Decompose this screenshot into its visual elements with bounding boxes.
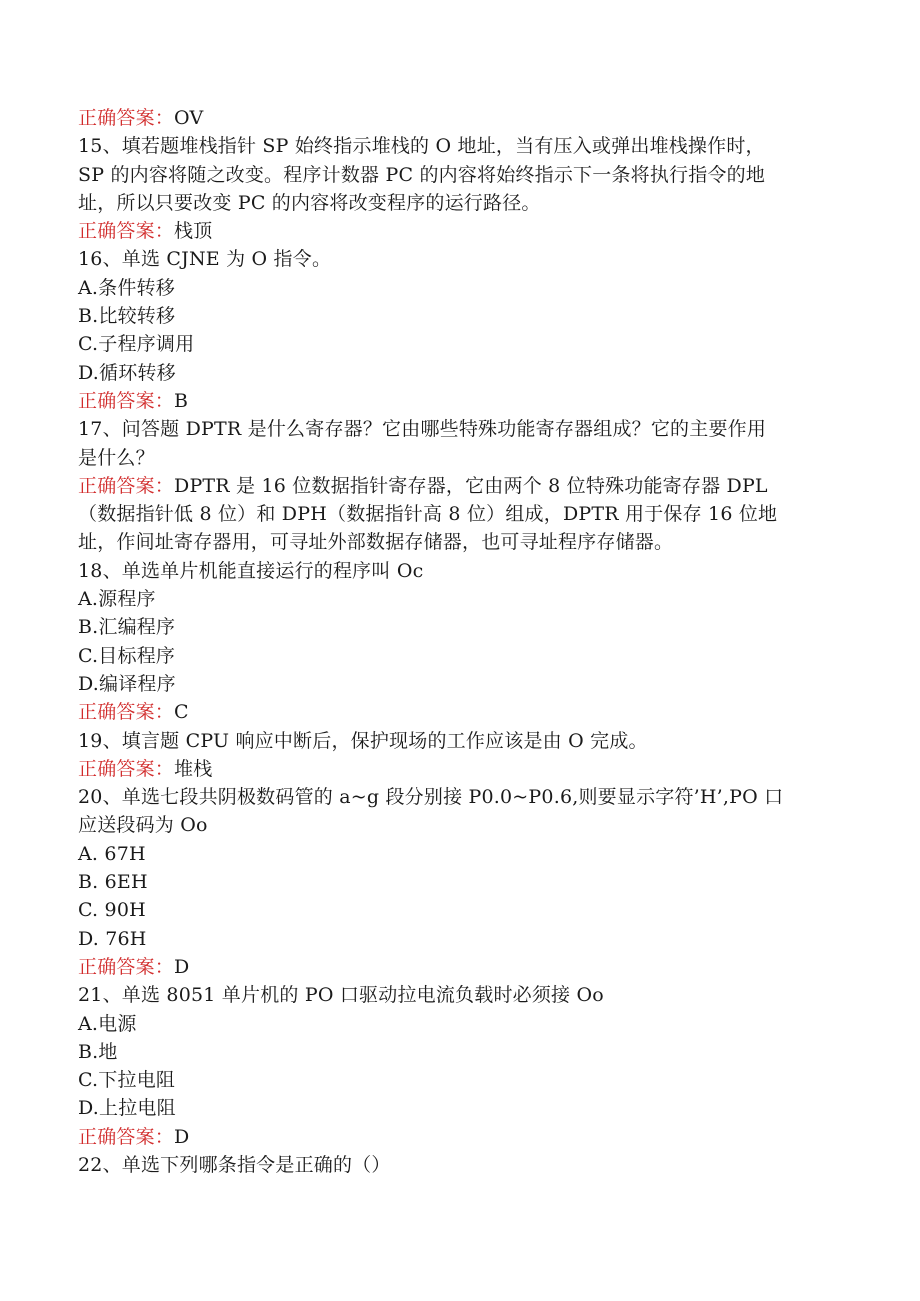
answer-line: [78, 387, 838, 415]
answer-line: [78, 217, 838, 245]
text-line: A. 67H: [78, 842, 146, 865]
text-line: SP 的内容将随之改变。程序计数器 PC 的内容将始终指示下一条将执行指令的地: [78, 163, 766, 186]
text-line: A.条件转移: [78, 276, 175, 299]
text-line: B.汇编程序: [78, 616, 176, 639]
text-line: A.电源: [78, 1012, 137, 1035]
document-body: [78, 104, 838, 1179]
answer-line: [78, 698, 838, 726]
answer-value: 栈顶: [174, 220, 213, 243]
text-line: D.上拉电阻: [78, 1097, 176, 1120]
answer-line: [78, 953, 838, 981]
text-line: D.编译程序: [78, 672, 176, 695]
text-line: C.目标程序: [78, 644, 176, 667]
text-line: 16、单选 CJNE 为 O 指令。: [78, 248, 332, 271]
text-line: 址，作间址寄存器用，可寻址外部数据存储器，也可寻址程序存储器。: [78, 531, 674, 554]
answer-value: DPTR 是 16 位数据指针寄存器，它由两个 8 位特殊功能寄存器 DPL: [174, 474, 768, 497]
answer-value: B: [174, 389, 189, 412]
answer-value: D: [174, 955, 190, 978]
text-line: 20、单选七段共阴极数码管的 a~g 段分别接 P0.0~P0.6,则要显示字符’H’,PO 口: [78, 786, 784, 809]
text-line: 址，所以只要改变 PC 的内容将改变程序的运行路径。: [78, 191, 541, 214]
text-line: C.下拉电阻: [78, 1069, 176, 1092]
text-line: 是什么？: [78, 446, 155, 469]
answer-value: 堆栈: [174, 757, 213, 780]
text-line: 18、单选单片机能直接运行的程序叫 Oc: [78, 559, 424, 582]
answer-label: 正确答案：: [78, 701, 175, 724]
text-line: C. 90H: [78, 899, 146, 922]
text-line: 15、填若题堆栈指针 SP 始终指示堆栈的 O 地址，当有压入或弹出堆栈操作时，: [78, 135, 765, 158]
text-line: 21、单选 8051 单片机的 PO 口驱动拉电流负载时必须接 Oo: [78, 984, 604, 1007]
text-line: B. 6EH: [78, 871, 148, 894]
answer-label: 正确答案：: [78, 389, 175, 412]
text-line: B.比较转移: [78, 305, 176, 328]
text-line: D. 76H: [78, 927, 147, 950]
text-line: 22、单选下列哪条指令是正确的（）: [78, 1153, 391, 1176]
answer-value: C: [174, 701, 189, 724]
answer-value: OV: [174, 107, 204, 129]
answer-label: 正确答案：: [78, 1125, 175, 1148]
text-line: 19、填言题 CPU 响应中断后，保护现场的工作应该是由 O 完成。: [78, 729, 648, 752]
text-line: 17、问答题 DPTR 是什么寄存器？它由哪些特殊功能寄存器组成？它的主要作用: [78, 418, 767, 441]
answer-label: 正确答案：: [78, 757, 175, 780]
text-line: B.地: [78, 1040, 118, 1063]
text-line: （数据指针低 8 位）和 DPH（数据指针高 8 位）组成，DPTR 用于保存 16 位地: [78, 503, 778, 526]
answer-line: [78, 1123, 838, 1151]
text-line: D.循环转移: [78, 361, 176, 384]
answer-label: 正确答案：: [78, 474, 175, 497]
answer-label: 正确答案：: [78, 220, 175, 243]
answer-line: [78, 755, 838, 783]
answer-line: [78, 104, 838, 132]
answer-value: D: [174, 1125, 190, 1148]
text-line: A.源程序: [78, 588, 156, 611]
answer-line: [78, 472, 838, 500]
answer-label: 正确答案：: [78, 955, 175, 978]
answer-label: 正确答案：: [78, 107, 175, 129]
text-line: C.子程序调用: [78, 333, 195, 356]
text-line: 应送段码为 Oo: [78, 814, 208, 837]
